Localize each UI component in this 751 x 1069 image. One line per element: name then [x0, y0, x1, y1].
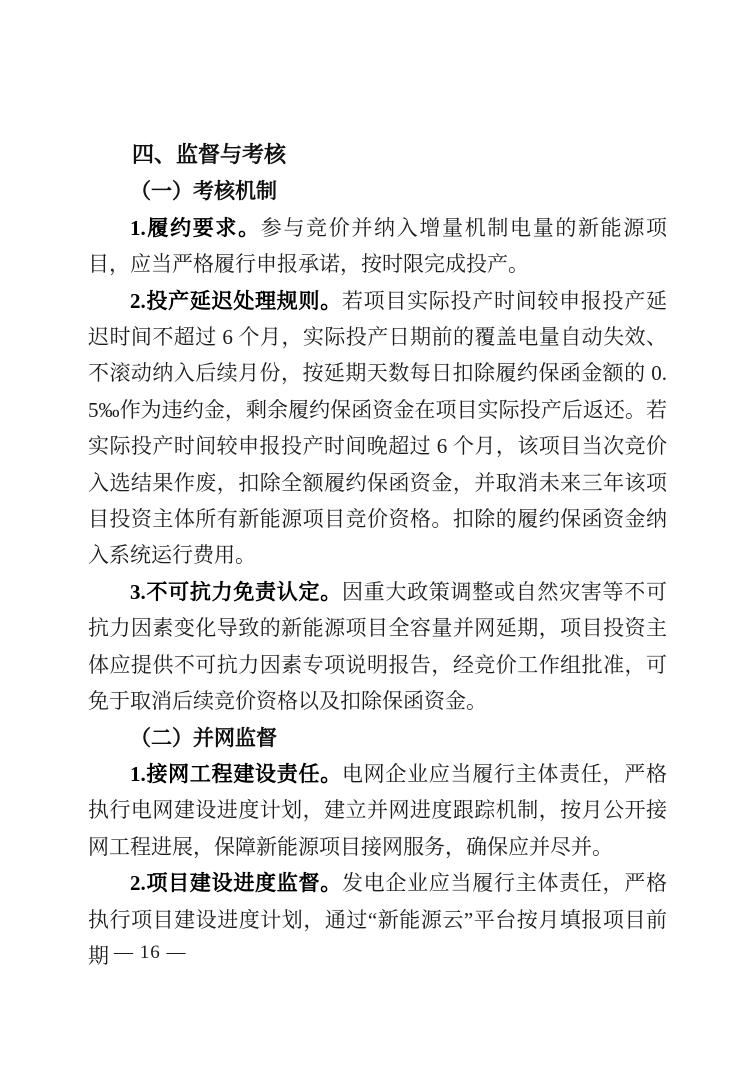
paragraph-text: 电网企业应当履行主体责任，严格执行电网建设进度计划，建立并网进度跟踪机制，按月公开接网工程进展，保障新能源项目接网服务，确保应并尽并。: [88, 761, 667, 859]
paragraph-force-majeure-exemption: [88, 574, 667, 720]
page-number: — 16 —: [114, 942, 187, 963]
subsection-heading-assessment-mechanism: （一）考核机制: [130, 179, 277, 204]
document-content: [88, 137, 667, 974]
paragraph-lead: 2.项目建设进度监督。: [130, 871, 342, 896]
paragraph-text: 参与竞价并纳入增量机制电量的新能源项目，应当严格履行申报承诺，按时限完成投产。: [88, 215, 668, 277]
section-heading: 四、监督与考核: [132, 142, 287, 167]
paragraph-lead: 1.履约要求。: [130, 215, 261, 240]
paragraph-performance-requirement: [88, 210, 667, 283]
paragraph-text: 若项目实际投产时间较申报投产延迟时间不超过 6 个月，实际投产日期前的覆盖电量自动失效、不滚动纳入后续月份，按延期天数每日扣除履约保函金额的 0.5‰作为违约金，剩余履约保函资金在项目实际投产后返还。若实际投产时间较申报投产时间晚超过 6 个月，该项目当次竞价入选结果作废，扣除全额履约保函资金，并取消未来三年该项目投资主体所有新能源项目竞价资格。扣除的履约保函资金纳入系统运行费用。: [88, 288, 667, 568]
paragraph-text: 因重大政策调整或自然灾害等不可抗力因素变化导致的新能源项目全容量并网延期，项目投资主体应提供不可抗力因素专项说明报告，经竞价工作组批准，可免于取消后续竞价资格以及扣除保函资金。: [88, 579, 667, 714]
paragraph-lead: 2.投产延迟处理规则。: [130, 288, 342, 313]
paragraph-text: 发电企业应当履行主体责任，严格执行项目建设进度计划，通过“新能源云”平台按月填报项目前期: [88, 871, 667, 968]
paragraph-lead: 1.接网工程建设责任。: [130, 761, 342, 786]
subsection-heading-grid-connection-supervision: （二）并网监督: [130, 725, 277, 750]
paragraph-grid-connection-responsibility: [88, 756, 667, 865]
paragraph-delay-handling-rules: [88, 283, 667, 574]
paragraph-lead: 3.不可抗力免责认定。: [130, 579, 342, 604]
